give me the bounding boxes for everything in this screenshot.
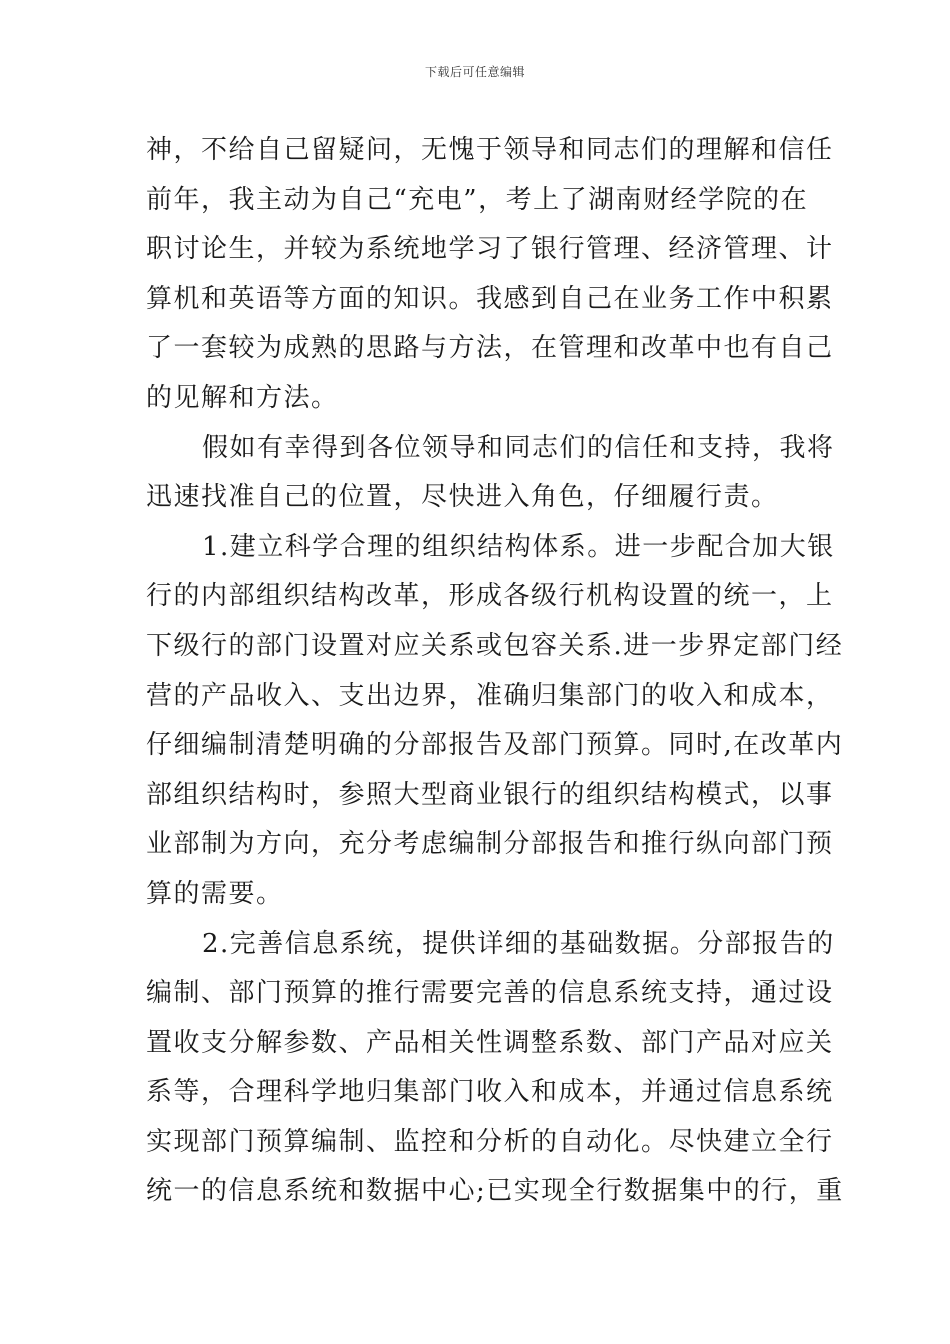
text-line: 职讨论生，并较为系统地学习了银行管理、经济管理、计 xyxy=(146,234,834,265)
text-line: 行的内部组织结构改革，形成各级行机构设置的统一，上 xyxy=(146,581,834,612)
text-line: 算机和英语等方面的知识。我感到自己在业务工作中积累 xyxy=(146,283,834,314)
document-body xyxy=(146,126,844,1217)
text-line: 编制、部门预算的推行需要完善的信息系统支持，通过设 xyxy=(146,978,834,1009)
text-line: 部组织结构时，参照大型商业银行的组织结构模式，以事 xyxy=(146,779,834,810)
text-line: 系等，合理科学地归集部门收入和成本，并通过信息系统 xyxy=(146,1077,834,1108)
text-line: 算的需要。 xyxy=(146,878,284,909)
text-line: 下级行的部门设置对应关系或包容关系.进一步界定部门经 xyxy=(146,630,844,661)
text-line: 神，不给自己留疑问，无愧于领导和同志们的理解和信任 xyxy=(146,135,834,165)
text-line: 1.建立科学合理的组织结构体系。进一步配合加大银 xyxy=(202,531,835,562)
page-header: 下载后可任意编辑 xyxy=(424,65,525,79)
text-line: 统一的信息系统和数据中心;已实现全行数据集中的行，重 xyxy=(146,1176,844,1207)
text-line: 了一套较为成熟的思路与方法，在管理和改革中也有自己 xyxy=(146,333,834,364)
text-line: 置收支分解参数、产品相关性调整系数、部门产品对应关 xyxy=(146,1027,834,1058)
text-line: 实现部门预算编制、监控和分析的自动化。尽快建立全行 xyxy=(146,1126,834,1157)
text-line: 前年，我主动为自己“充电”，考上了湖南财经学院的在 xyxy=(146,184,809,215)
text-line: 业部制为方向，充分考虑编制分部报告和推行纵向部门预 xyxy=(146,829,834,860)
text-line: 2.完善信息系统，提供详细的基础数据。分部报告的 xyxy=(202,928,835,959)
text-line: 迅速找准自己的位置，尽快进入角色，仔细履行责。 xyxy=(146,482,779,513)
text-line: 假如有幸得到各位领导和同志们的信任和支持，我将 xyxy=(202,432,835,463)
text-line: 仔细编制清楚明确的分部报告及部门预算。同时,在改革内 xyxy=(146,730,844,761)
text-line: 的见解和方法。 xyxy=(146,382,339,413)
text-line: 营的产品收入、支出边界，准确归集部门的收入和成本， xyxy=(146,680,834,711)
